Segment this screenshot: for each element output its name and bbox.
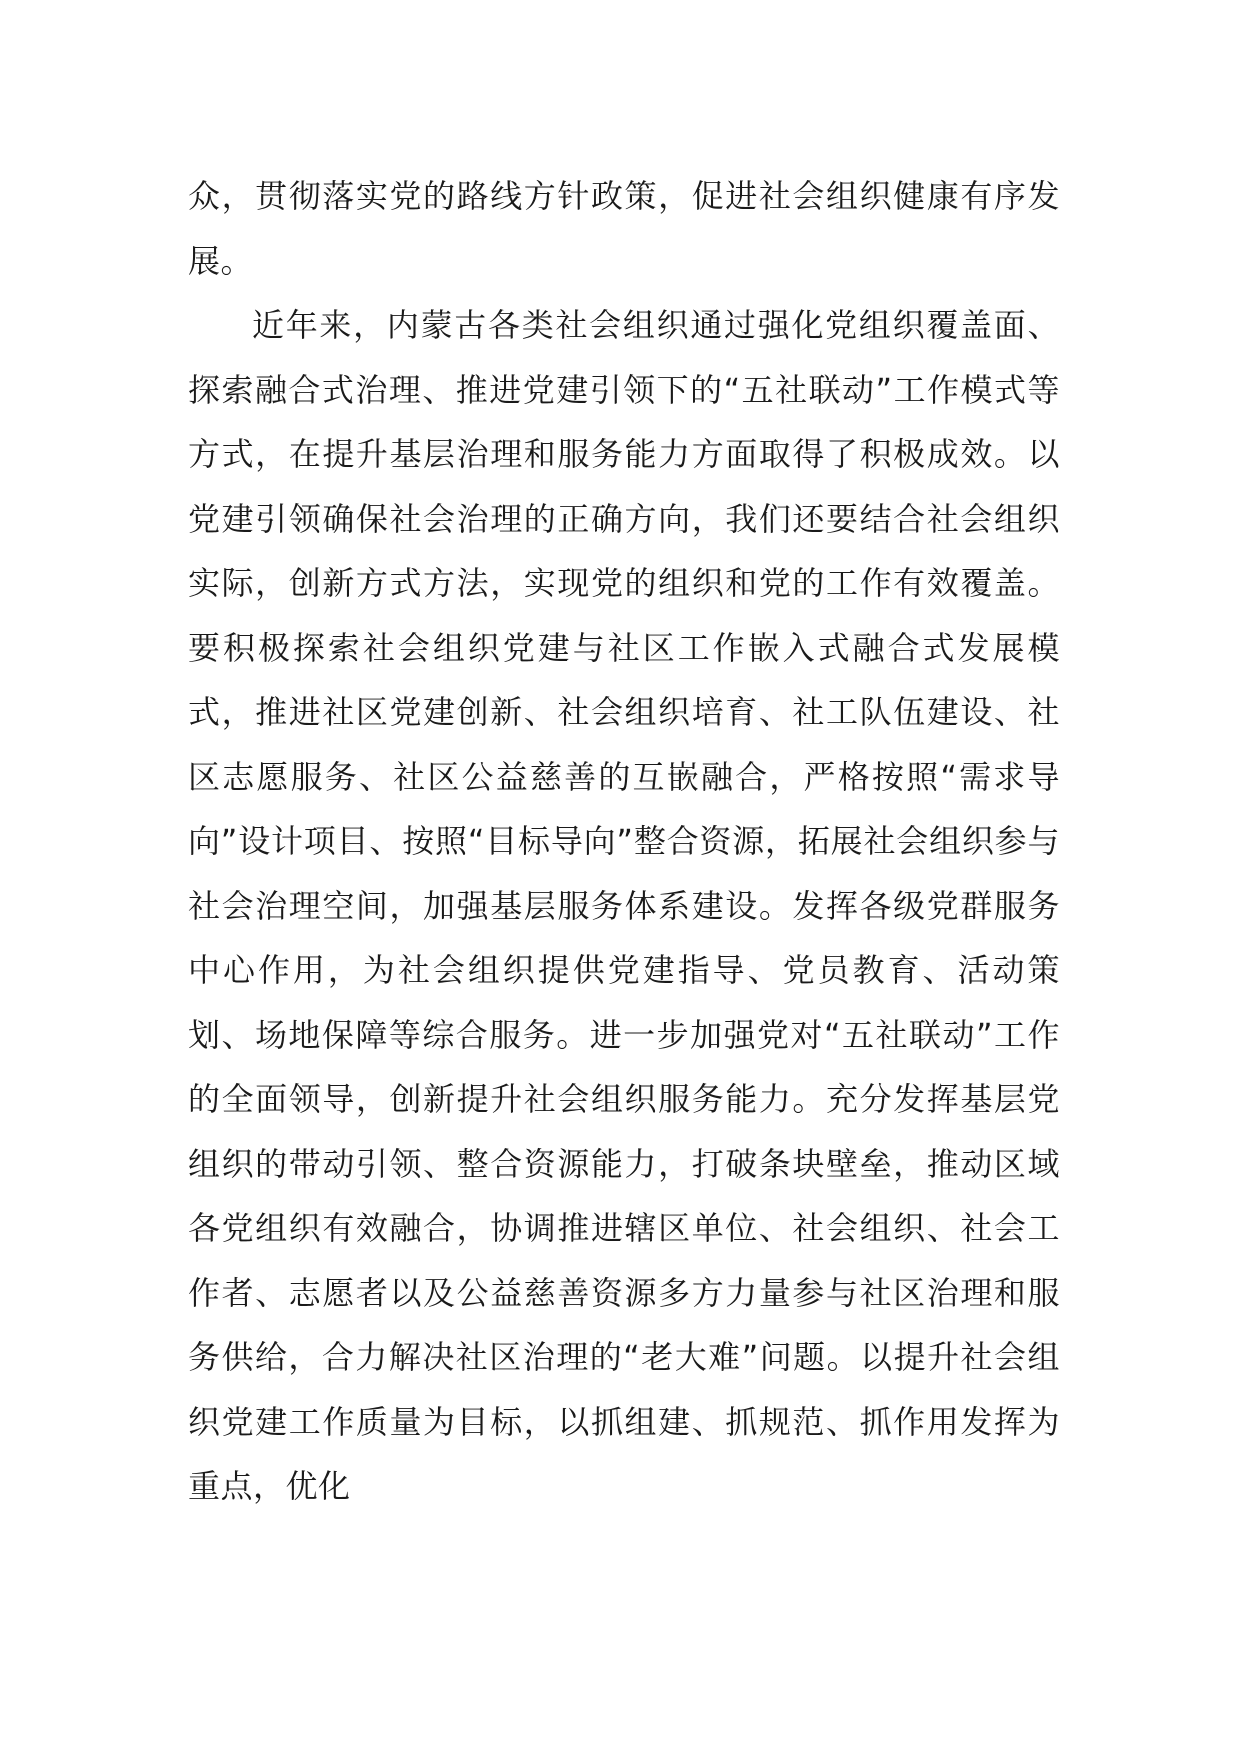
paragraph-main: 近年来，内蒙古各类社会组织通过强化党组织覆盖面、探索融合式治理、推进党建引领下的“五社联动”工作模式等方式，在提升基层治理和服务能力方面取得了积极成效。以党建引领确保社会治理的正确方向，我们还要结合社会组织实际，创新方式方法，实现党的组织和党的工作有效覆盖。要积极探索社会组织党建与社区工作嵌入式融合式发展模式，推进社区党建创新、社会组织培育、社工队伍建设、社区志愿服务、社区公益慈善的互嵌融合，严格按照“需求导向”设计项目、按照“目标导向”整合资源，拓展社会组织参与社会治理空间，加强基层服务体系建设。发挥各级党群服务中心作用，为社会组织提供党建指导、党员教育、活动策划、场地保障等综合服务。进一步加强党对“五社联动”工作的全面领导，创新提升社会组织服务能力。充分发挥基层党组织的带动引领、整合资源能力，打破条块壁垒，推动区域各党组织有效融合，协调推进辖区单位、社会组织、社会工作者、志愿者以及公益慈善资源多方力量参与社区治理和服务供给，合力解决社区治理的“老大难”问题。以提升社会组织党建工作质量为目标，以抓组建、抓规范、抓作用发挥为重点，优化 bbox=[188, 306, 1060, 1505]
document-body bbox=[188, 164, 1060, 1519]
paragraph-continuation: 众，贯彻落实党的路线方针政策，促进社会组织健康有序发展。 bbox=[188, 177, 1060, 280]
